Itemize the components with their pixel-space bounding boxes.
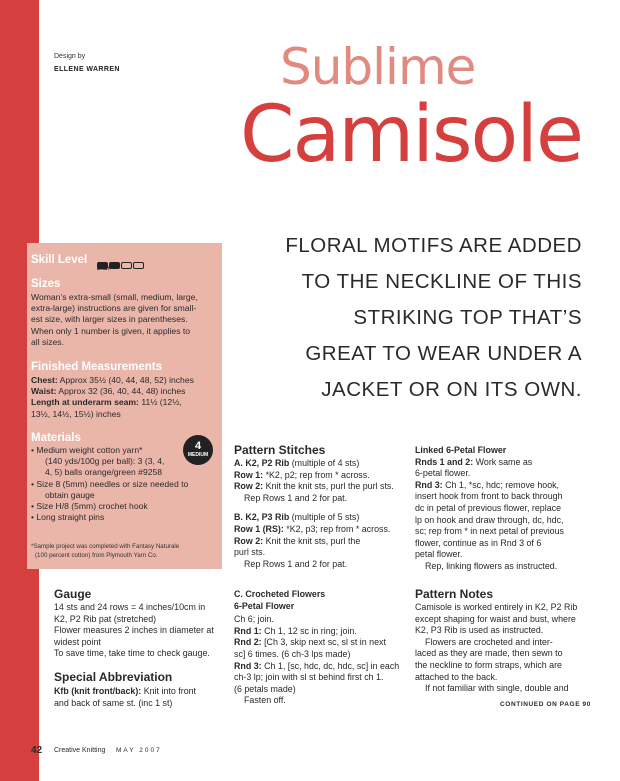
- rnd-text-cont: sc] 6 times. (6 ch-3 lps made): [234, 648, 351, 659]
- list-item: • Size H/8 (5mm) crochet hook: [31, 501, 148, 512]
- continued-on-page: CONTINUED ON PAGE 90: [500, 701, 591, 708]
- measurements-heading: Finished Measurements: [31, 361, 163, 373]
- rnd-text-cont: sc; rep from * in next petal of previous: [415, 526, 564, 537]
- linked-section: [415, 445, 590, 573]
- sizes-heading: Sizes: [31, 278, 61, 290]
- length-value-cont: 13½, 14½, 15½) inches: [31, 408, 121, 419]
- rnd-text-cont: lp on hook and draw through, dc, hdc,: [415, 514, 564, 525]
- rnd-text: [Ch 3, skip next sc, sl st in next: [264, 637, 386, 648]
- rnd-text-cont: petal flower.: [415, 549, 463, 560]
- page-number: 42: [31, 745, 43, 756]
- sizes-line: all sizes.: [31, 336, 64, 347]
- tagline-line: STRIKING TOP THAT’S: [353, 306, 582, 329]
- chest-label: Chest:: [31, 375, 58, 385]
- sizes-line: When only 1 number is given, it applies to: [31, 325, 191, 336]
- abbrev-term: Kfb (knit front/back):: [54, 686, 142, 696]
- notes-line: Flowers are crocheted and inter-: [425, 636, 553, 647]
- chest-row: [31, 375, 221, 386]
- rnd-text: Work same as: [475, 456, 533, 467]
- measurements-text: [31, 375, 221, 420]
- rnd-text: Ch 1, [sc, hdc, dc, hdc, sc] in each: [264, 660, 400, 671]
- row-label: Row 2:: [234, 481, 264, 492]
- list-item: • Long straight pins: [31, 512, 105, 523]
- row-text: Knit the knit sts, purl the purl sts.: [265, 481, 394, 492]
- crochet-section: [234, 589, 414, 707]
- stitch-a-note: (multiple of 4 sts): [291, 458, 360, 468]
- tagline-line: GREAT TO WEAR UNDER A: [305, 342, 582, 365]
- waist-row: [31, 386, 221, 397]
- gauge-line: widest point: [54, 636, 101, 647]
- list-item: • Medium weight cotton yarn*: [31, 445, 143, 455]
- yarn-weight-label: MEDIUM: [187, 452, 209, 458]
- title-line-1: Sublime: [280, 38, 476, 96]
- footnote-line: (100 percent cotton) from Plymouth Yarn Co.: [35, 551, 158, 559]
- notes-line: K2, P3 Rib is used as instructed.: [415, 625, 544, 636]
- abbrev-heading: Special Abbreviation: [54, 670, 173, 684]
- materials-heading: Materials: [31, 432, 81, 444]
- length-value: 11½ (12½,: [141, 397, 182, 408]
- rnd-text-cont: dc in petal of previous flower, replace: [415, 502, 562, 513]
- row-label: Row 2:: [234, 535, 264, 546]
- designer-name: ELLENE WARREN: [54, 66, 120, 73]
- notes-line: Camisole is worked entirely in K2, P2 Rib: [415, 602, 578, 612]
- materials-list: [31, 445, 189, 523]
- gauge-text: [54, 602, 229, 660]
- notes-line: If not familiar with single, double and: [425, 683, 569, 694]
- rnd-label: Rnd 3:: [234, 660, 262, 671]
- magazine-name: Creative Knitting: [54, 747, 106, 754]
- crochet-step: Ch 6; join.: [234, 614, 274, 625]
- gauge-line: 14 sts and 24 rows = 4 inches/10cm in: [54, 602, 206, 612]
- row-text: *K2, p3; rep from * across.: [286, 523, 391, 534]
- length-row: [31, 397, 221, 408]
- sizes-line: Woman’s extra-small (small, medium, large,: [31, 292, 198, 302]
- fasten-off: Fasten off.: [244, 695, 286, 706]
- gauge-heading: Gauge: [54, 587, 92, 601]
- crochet-heading: C. Crocheted Flowers: [234, 589, 326, 599]
- tagline-line: FLORAL MOTIFS ARE ADDED: [285, 234, 582, 257]
- skill-heading: Skill Level: [31, 254, 88, 266]
- list-item: 4, 5) balls orange/green #9258: [45, 467, 163, 478]
- notes-line: except shaping for waist and bust, where: [415, 613, 576, 624]
- abbrev-def: Knit into front: [143, 686, 197, 696]
- tagline-line: TO THE NECKLINE OF THIS: [301, 270, 582, 293]
- waist-label: Waist:: [31, 386, 57, 397]
- yarn-weight-number: 4: [194, 440, 202, 452]
- waist-value: Approx 32 (36, 40, 44, 48) inches: [58, 386, 186, 397]
- gauge-line: Flower measures 2 inches in diameter at: [54, 625, 214, 636]
- linked-heading: Linked 6-Petal Flower: [415, 445, 507, 455]
- title-line-2: Camisole: [240, 90, 582, 180]
- materials-footnote: [31, 543, 211, 560]
- rnd-text-cont: ch-3 lp; join with sl st behind first ch 1.: [234, 672, 384, 683]
- rnd-text-cont: (6 petals made): [234, 683, 296, 694]
- rnd-label: Rnds 1 and 2:: [415, 456, 474, 467]
- abbrev-def-cont: and back of same st. (inc 1 st): [54, 697, 173, 708]
- rnd-text-cont: insert hook from front to back through: [415, 491, 563, 502]
- design-credit-label: Design by: [54, 53, 86, 60]
- repeat-text: Rep Rows 1 and 2 for pat.: [244, 492, 348, 503]
- issue-date: MAY 2007: [116, 747, 162, 754]
- footnote-line: *Sample project was completed with Fantasy Naturale: [31, 543, 180, 550]
- rnd-text-cont: flower, continue as in Rnd 3 of 6: [415, 537, 542, 548]
- notes-line: the neckline to form straps, which are: [415, 659, 562, 670]
- crochet-subheading: 6-Petal Flower: [234, 600, 295, 611]
- row-text: *K2, p2; rep from * across.: [265, 469, 370, 480]
- rnd-label: Rnd 1:: [234, 625, 262, 636]
- skill-level-label: EASY: [97, 266, 111, 272]
- stitch-b-title: B. K2, P3 Rib: [234, 512, 290, 523]
- sizes-line: extra-large) instructions are given for small-: [31, 303, 197, 314]
- rnd-text-cont: 6-petal flower.: [415, 468, 471, 479]
- gauge-line: To save time, take time to check gauge.: [54, 648, 210, 659]
- stitch-b-note: (multiple of 5 sts): [291, 512, 360, 523]
- row-label: Row 1 (RS):: [234, 523, 284, 534]
- list-item: • Size 8 (5mm) needles or size needed to: [31, 478, 189, 489]
- length-label: Length at underarm seam:: [31, 397, 139, 408]
- notes-line: attached to the back.: [415, 671, 498, 682]
- list-item: obtain gauge: [45, 489, 95, 500]
- row-text-cont: purl sts.: [234, 547, 266, 558]
- rnd-label: Rnd 3:: [415, 479, 443, 490]
- list-item: (140 yds/100g per ball): 3 (3, 4,: [45, 456, 165, 467]
- notes-line: laced as they are made, then sewn to: [415, 648, 563, 659]
- tagline: [222, 228, 582, 408]
- sizes-text: [31, 292, 221, 348]
- row-text: Knit the knit sts, purl the: [265, 535, 361, 546]
- notes-heading: Pattern Notes: [415, 587, 494, 601]
- notes-text: [415, 602, 593, 695]
- rnd-label: Rnd 2:: [234, 637, 262, 648]
- abbrev-text: [54, 686, 229, 709]
- repeat-text: Rep, linking flowers as instructed.: [425, 560, 558, 571]
- rnd-text: Ch 1, 12 sc in ring; join.: [264, 625, 357, 636]
- repeat-text: Rep Rows 1 and 2 for pat.: [244, 558, 348, 569]
- gauge-line: K2, P2 Rib pat (stretched): [54, 613, 157, 624]
- stitch-a-title: A. K2, P2 Rib: [234, 458, 290, 468]
- stitches-text: [234, 458, 412, 570]
- stitches-heading: Pattern Stitches: [234, 443, 326, 457]
- sizes-line: est size, with larger sizes in parentheses.: [31, 314, 188, 325]
- tagline-line: JACKET OR ON ITS OWN.: [321, 378, 582, 401]
- chest-value: Approx 35½ (40, 44, 48, 52) inches: [59, 375, 194, 385]
- rnd-text: Ch 1, *sc, hdc; remove hook,: [445, 479, 560, 490]
- row-label: Row 1:: [234, 469, 264, 480]
